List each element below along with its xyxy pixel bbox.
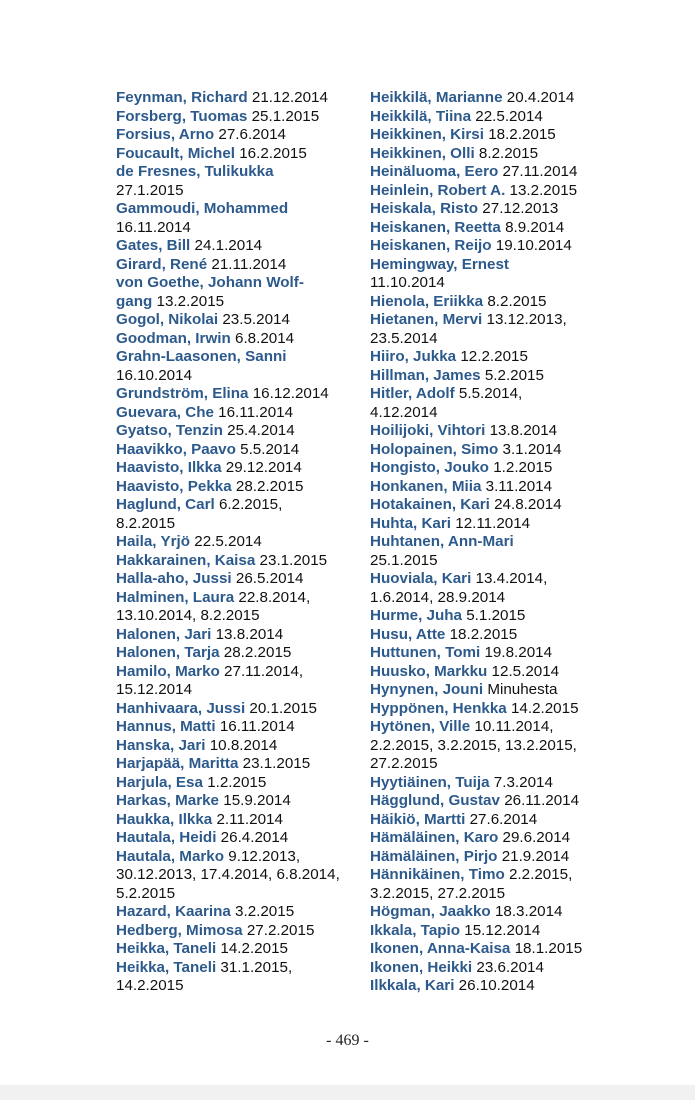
index-column-left	[116, 89, 352, 996]
entry-dates: 27.2.2015	[370, 755, 438, 772]
entry-dates: 13.4.2014,	[475, 570, 548, 587]
index-entry	[116, 496, 352, 515]
index-entry	[116, 163, 352, 182]
entry-dates: 18.2.2015	[449, 625, 518, 643]
index-entry	[370, 496, 610, 515]
index-entry	[116, 774, 352, 793]
entry-name: Girard, René	[116, 255, 208, 273]
entry-name: Gyatso, Tenzin	[116, 422, 223, 439]
entry-dates: 27.12.2013	[482, 200, 559, 217]
entry-name: Hautala, Marko	[116, 847, 225, 865]
index-entry	[116, 330, 352, 349]
entry-name: Halminen, Laura	[116, 588, 235, 606]
entry-name: Hienola, Eriikka	[370, 292, 484, 310]
entry-dates: 21.12.2014	[251, 89, 328, 106]
index-entry	[116, 385, 352, 404]
entry-name: Hanhivaara, Jussi	[116, 699, 246, 717]
entry-name: Hurme, Juha	[370, 607, 462, 624]
index-entry	[370, 718, 610, 737]
entry-name: Hämäläinen, Karo	[370, 829, 499, 846]
entry-dates: 13.12.2013,	[486, 311, 567, 328]
entry-dates: 1.2.2015	[207, 773, 267, 791]
entry-dates: 5.1.2015	[466, 607, 526, 624]
index-entry	[370, 515, 610, 534]
entry-dates: 18.3.2014	[494, 903, 563, 920]
entry-dates: 23.1.2015	[259, 551, 328, 569]
entry-dates: 15.12.2014	[116, 681, 193, 698]
index-entry	[116, 681, 352, 700]
entry-name: Haavisto, Ilkka	[116, 459, 222, 476]
entry-dates: 5.2.2015	[116, 884, 176, 902]
entry-dates: 3.1.2014	[502, 440, 562, 458]
entry-name: Forsberg, Tuomas	[116, 107, 248, 125]
entry-dates: 16.11.2014	[218, 403, 294, 421]
index-entry	[116, 348, 352, 367]
entry-dates: 23.1.2015	[242, 755, 311, 772]
index-entry	[370, 663, 610, 682]
index-entry	[370, 607, 610, 626]
entry-name: Heikkilä, Tiina	[370, 107, 472, 125]
entry-dates: 16.11.2014	[116, 218, 191, 236]
entry-name: Hotakainen, Kari	[370, 496, 490, 513]
index-entry	[116, 404, 352, 423]
index-entry	[370, 89, 610, 108]
index-entry	[116, 552, 352, 571]
entry-name: Heiskala, Risto	[370, 200, 479, 217]
entry-name: von Goethe, Johann Wolf-	[116, 274, 304, 291]
entry-dates: 27.1.2015	[116, 181, 184, 199]
entry-name: Heikkinen, Kirsi	[370, 126, 484, 143]
entry-dates: 3.11.2014	[485, 477, 553, 495]
page-number: - 469 -	[326, 1032, 369, 1049]
index-entry	[370, 182, 610, 201]
index-entry	[370, 145, 610, 164]
index-entry	[116, 755, 352, 774]
entry-name: Heikka, Taneli	[116, 940, 217, 957]
index-entry	[116, 219, 352, 238]
entry-dates: 21.11.2014	[211, 255, 287, 273]
index-entry	[116, 866, 352, 885]
index-entry	[116, 885, 352, 904]
index-entry	[370, 126, 610, 145]
entry-name: Harjapää, Maritta	[116, 755, 239, 772]
index-entry	[370, 348, 610, 367]
entry-dates: 1.6.2014, 28.9.2014	[370, 588, 506, 606]
index-entry	[116, 922, 352, 941]
index-entry	[116, 811, 352, 830]
entry-name: Heiskanen, Reijo	[370, 237, 492, 254]
entry-dates: 16.12.2014	[252, 385, 329, 402]
index-entry	[370, 237, 610, 256]
index-entry	[370, 441, 610, 460]
entry-dates: 13.10.2014, 8.2.2015	[116, 607, 260, 624]
entry-dates: 28.2.2015	[223, 644, 292, 661]
index-entry	[116, 792, 352, 811]
entry-name: Hitler, Adolf	[370, 385, 455, 402]
entry-name: Hynynen, Jouni	[370, 681, 484, 698]
index-entry	[116, 644, 352, 663]
entry-name: Grahn-Laasonen, Sanni	[116, 348, 287, 365]
index-entry	[370, 459, 610, 478]
index-entry	[116, 700, 352, 719]
entry-name: Huoviala, Kari	[370, 570, 472, 587]
index-entry	[370, 274, 610, 293]
entry-dates: 29.6.2014	[502, 829, 571, 846]
entry-dates: 16.10.2014	[116, 366, 193, 384]
entry-dates: 27.6.2014	[469, 810, 538, 828]
index-entry	[370, 755, 610, 774]
index-entry	[116, 108, 352, 127]
index-entry	[370, 293, 610, 312]
entry-name: Hyppönen, Henkka	[370, 699, 507, 717]
entry-dates: 22.5.2014	[475, 107, 543, 125]
entry-name: Heikkilä, Marianne	[370, 89, 503, 106]
entry-dates: 22.5.2014	[194, 533, 262, 550]
entry-name: Huhtanen, Ann-Mari	[370, 533, 514, 550]
entry-dates: 12.2.2015	[460, 348, 528, 365]
entry-dates: 27.11.2014	[502, 163, 578, 180]
index-entry	[370, 478, 610, 497]
entry-dates: 15.9.2014	[223, 792, 291, 809]
entry-name: Hännikäinen, Timo	[370, 866, 505, 883]
entry-dates: 5.5.2014,	[458, 385, 523, 402]
entry-name: Hamilo, Marko	[116, 662, 220, 680]
index-entry	[116, 607, 352, 626]
entry-name: gang	[116, 292, 153, 310]
index-entry	[370, 533, 610, 552]
entry-dates: 20.4.2014	[506, 89, 575, 106]
index-entry	[370, 367, 610, 386]
entry-dates: 27.6.2014	[218, 126, 286, 143]
index-entry	[116, 829, 352, 848]
index-entry	[370, 256, 610, 275]
index-entry	[370, 330, 610, 349]
entry-name: Heikka, Taneli	[116, 958, 217, 976]
index-entry	[116, 237, 352, 256]
index-entry	[370, 644, 610, 663]
index-entry	[116, 940, 352, 959]
index-entry	[370, 108, 610, 127]
entry-dates: 23.5.2014	[222, 311, 290, 328]
entry-dates: 13.2.2015	[156, 292, 225, 310]
index-entry	[370, 200, 610, 219]
entry-dates: 10.11.2014,	[474, 718, 554, 735]
entry-dates: 26.4.2014	[220, 829, 289, 846]
entry-name: Heikkinen, Olli	[370, 144, 475, 162]
entry-name: Hytönen, Ville	[370, 718, 471, 735]
entry-dates: 7.3.2014	[493, 773, 553, 791]
entry-name: Harkas, Marke	[116, 792, 220, 809]
entry-name: Ikonen, Anna-Kaisa	[370, 940, 511, 957]
entry-dates: 3.2.2015, 27.2.2015	[370, 884, 506, 902]
index-entry	[116, 293, 352, 312]
entry-dates: 20.1.2015	[249, 699, 317, 717]
entry-dates: 13.8.2014	[215, 625, 284, 643]
index-entry	[116, 903, 352, 922]
index-entry	[116, 274, 352, 293]
entry-dates: 2.2.2015, 3.2.2015, 13.2.2015,	[370, 736, 577, 754]
index-entry	[370, 866, 610, 885]
index-entry	[370, 829, 610, 848]
index-entry	[116, 848, 352, 867]
entry-dates: 10.8.2014	[209, 736, 278, 754]
index-entry	[116, 959, 352, 978]
index-entry	[370, 811, 610, 830]
index-column-right	[370, 89, 610, 996]
entry-name: Hannus, Matti	[116, 718, 216, 735]
entry-dates: 29.12.2014	[225, 459, 302, 476]
entry-dates: 23.5.2014	[370, 329, 438, 347]
entry-dates: 13.2.2015	[509, 181, 578, 199]
index-entry	[116, 182, 352, 201]
index-entry	[370, 219, 610, 238]
entry-dates: 25.1.2015	[370, 551, 438, 569]
index-entry	[370, 903, 610, 922]
entry-dates: 26.10.2014	[458, 977, 535, 994]
index-entry	[370, 422, 610, 441]
entry-dates: 12.11.2014	[455, 514, 531, 532]
index-entry	[116, 718, 352, 737]
index-entry	[116, 441, 352, 460]
entry-name: Heinlein, Robert A.	[370, 181, 506, 199]
index-entry	[370, 737, 610, 756]
index-entry	[370, 589, 610, 608]
entry-dates: 9.12.2013,	[228, 847, 301, 865]
entry-name: Hongisto, Jouko	[370, 459, 489, 476]
entry-dates: 21.9.2014	[501, 847, 570, 865]
entry-dates: 22.8.2014,	[238, 588, 311, 606]
index-entry	[116, 626, 352, 645]
entry-name: Huttunen, Tomi	[370, 644, 481, 661]
entry-name: Hakkarainen, Kaisa	[116, 551, 256, 569]
entry-name: Heinäluoma, Eero	[370, 163, 499, 180]
entry-dates: 25.1.2015	[251, 107, 320, 125]
entry-dates: 31.1.2015,	[220, 958, 293, 976]
entry-dates: 19.10.2014	[495, 237, 572, 254]
entry-dates: 18.1.2015	[514, 940, 583, 957]
index-entry	[370, 977, 610, 996]
index-entry	[116, 459, 352, 478]
entry-dates: 26.5.2014	[235, 570, 304, 587]
entry-dates: 18.2.2015	[488, 126, 556, 143]
entry-dates: 8.2.2015	[478, 144, 539, 162]
entry-name: Hazard, Kaarina	[116, 903, 231, 920]
index-entry	[370, 940, 610, 959]
entry-name: Hyytiäinen, Tuija	[370, 773, 490, 791]
entry-dates: 27.2.2015	[246, 921, 315, 939]
entry-name: Hemingway, Ernest	[370, 255, 509, 273]
index-entry	[370, 922, 610, 941]
entry-name: Huhta, Kari	[370, 514, 452, 532]
entry-name: Haavisto, Pekka	[116, 477, 232, 495]
entry-name: Hautala, Heidi	[116, 829, 217, 846]
index-entry	[116, 977, 352, 996]
index-entry	[370, 570, 610, 589]
entry-dates: 15.12.2014	[464, 921, 541, 939]
index-entry	[370, 311, 610, 330]
entry-dates: 3.2.2015	[235, 903, 295, 920]
entry-name: Gammoudi, Mohammed	[116, 200, 289, 217]
entry-dates: 14.2.2015	[220, 940, 288, 957]
entry-dates: 19.8.2014	[484, 644, 553, 661]
entry-name: Hedberg, Mimosa	[116, 921, 243, 939]
entry-name: Ikonen, Heikki	[370, 958, 473, 976]
entry-dates: 5.2.2015	[484, 366, 544, 384]
entry-name: Huusko, Markku	[370, 662, 488, 680]
entry-dates: 16.2.2015	[239, 144, 307, 162]
index-entry	[370, 552, 610, 571]
entry-dates: 14.2.2015	[510, 699, 579, 717]
entry-name: Ikkala, Tapio	[370, 921, 461, 939]
entry-dates: 24.1.2014	[194, 237, 263, 254]
index-entry	[370, 792, 610, 811]
index-entry	[116, 367, 352, 386]
entry-dates: 26.11.2014	[504, 792, 580, 809]
entry-name: Holopainen, Simo	[370, 440, 499, 458]
index-entry	[116, 478, 352, 497]
entry-name: Haglund, Carl	[116, 496, 215, 513]
index-entry	[116, 145, 352, 164]
index-entry	[116, 737, 352, 756]
entry-dates: 30.12.2013, 17.4.2014, 6.8.2014,	[116, 866, 340, 883]
index-entry	[116, 663, 352, 682]
entry-name: Honkanen, Miia	[370, 477, 482, 495]
entry-dates: 8.2.2015	[116, 514, 176, 532]
entry-dates: 24.8.2014	[494, 496, 562, 513]
entry-name: Hillman, James	[370, 366, 481, 384]
entry-name: Halonen, Jari	[116, 625, 212, 643]
entry-name: Husu, Atte	[370, 625, 446, 643]
index-entry	[370, 959, 610, 978]
entry-name: Hägglund, Gustav	[370, 792, 500, 809]
index-entry	[370, 885, 610, 904]
entry-name: Grundström, Elina	[116, 385, 249, 402]
entry-name: Gates, Bill	[116, 237, 191, 254]
entry-dates: 23.6.2014	[476, 958, 544, 976]
index-entry	[116, 89, 352, 108]
index-entry	[116, 533, 352, 552]
index-entry	[370, 681, 610, 700]
entry-name: Goodman, Irwin	[116, 329, 231, 347]
index-entry	[370, 774, 610, 793]
entry-dates: 25.4.2014	[227, 422, 295, 439]
entry-dates: 28.2.2015	[235, 477, 304, 495]
entry-name: Hämäläinen, Pirjo	[370, 847, 498, 865]
entry-dates: 8.9.2014	[505, 218, 565, 236]
index-entry	[116, 200, 352, 219]
entry-name: Halla-aho, Jussi	[116, 570, 232, 587]
index-entry	[116, 422, 352, 441]
index-entry	[116, 311, 352, 330]
entry-name: Haavikko, Paavo	[116, 440, 236, 458]
entry-name: Hanska, Jari	[116, 736, 206, 754]
index-entry	[370, 385, 610, 404]
entry-name: Hietanen, Mervi	[370, 311, 483, 328]
entry-dates: 14.2.2015	[116, 977, 184, 994]
entry-dates: 8.2.2015	[487, 292, 547, 310]
entry-name: Ilkkala, Kari	[370, 977, 455, 994]
index-entry	[370, 700, 610, 719]
entry-name: de Fresnes, Tulikukka	[116, 163, 274, 180]
entry-dates: 5.5.2014	[240, 440, 300, 458]
entry-dates: Minuhesta	[487, 681, 558, 698]
entry-name: Hiiro, Jukka	[370, 348, 457, 365]
index-entry	[116, 256, 352, 275]
index-entry	[370, 404, 610, 423]
entry-name: Hoilijoki, Vihtori	[370, 422, 486, 439]
entry-name: Gogol, Nikolai	[116, 311, 219, 328]
index-entry	[116, 515, 352, 534]
entry-name: Feynman, Richard	[116, 89, 248, 106]
entry-name: Haila, Yrjö	[116, 533, 191, 550]
index-entry	[370, 848, 610, 867]
index-entry	[370, 163, 610, 182]
entry-dates: 2.2.2015,	[508, 866, 573, 883]
entry-dates: 16.11.2014	[219, 718, 295, 735]
entry-dates: 4.12.2014	[370, 403, 438, 421]
entry-dates: 27.11.2014,	[224, 662, 304, 680]
entry-dates: 1.2.2015	[493, 459, 553, 476]
index-entry	[116, 570, 352, 589]
entry-name: Harjula, Esa	[116, 773, 203, 791]
entry-dates: 11.10.2014	[370, 274, 445, 291]
entry-name: Heiskanen, Reetta	[370, 218, 501, 236]
entry-name: Forsius, Arno	[116, 126, 215, 143]
entry-dates: 6.2.2015,	[218, 496, 283, 513]
entry-name: Foucault, Michel	[116, 144, 235, 162]
entry-name: Häikiö, Martti	[370, 810, 466, 828]
entry-dates: 13.8.2014	[489, 422, 558, 439]
index-entry	[116, 589, 352, 608]
entry-name: Guevara, Che	[116, 403, 214, 421]
index-entry	[370, 626, 610, 645]
entry-name: Haukka, Ilkka	[116, 810, 213, 828]
entry-dates: 6.8.2014	[235, 329, 295, 347]
index-entry	[116, 126, 352, 145]
entry-dates: 12.5.2014	[491, 662, 560, 680]
entry-name: Halonen, Tarja	[116, 644, 220, 661]
entry-name: Högman, Jaakko	[370, 903, 491, 920]
entry-dates: 2.11.2014	[216, 810, 283, 828]
